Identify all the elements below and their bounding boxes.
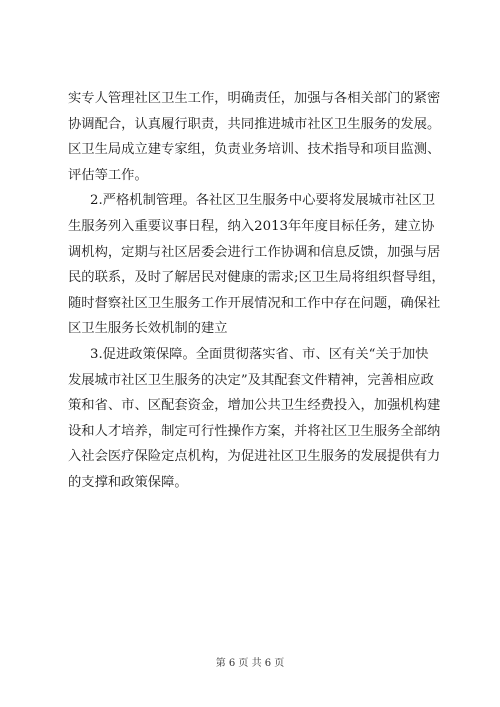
text-line: 3.促进政策保障。全面贯彻落实省、市、区有关“关于加快 (90, 346, 429, 362)
text-line: 策和省、市、区配套资金，增加公共卫生经费投入，加强机构建 (68, 398, 441, 414)
text-line: 入社会医疗保险定点机构，为促进社区卫生服务的发展提供有力 (68, 449, 441, 465)
text-line: 的支撑和政策保障。 (68, 474, 188, 490)
text-line: 评估等工作。 (68, 167, 148, 183)
text-line: 2.严格机制管理。各社区卫生服务中心要将发展城市社区卫 (90, 193, 436, 209)
text-line: 设和人才培养，制定可行性操作方案，并将社区卫生服务全部纳 (68, 423, 441, 439)
paragraph-2-mechanism-management (68, 188, 452, 342)
text-line: 实专人管理社区卫生工作，明确责任，加强与各相关部门的紧密 (68, 91, 441, 106)
text-line: 调机构，定期与社区居委会进行工作协调和信息反馈，加强与居 (68, 244, 441, 260)
paragraph-1 (68, 86, 452, 188)
text-line: 随时督察社区卫生服务工作开展情况和工作中存在问题，确保社 (68, 295, 441, 311)
text-line: 区卫生服务长效机制的建立 (68, 321, 228, 337)
paragraph-3-policy-guarantee (68, 342, 452, 496)
page-number-footer: 第 6 页 共 6 页 (215, 658, 285, 669)
text-line: 协调配合，认真履行职责，共同推进城市社区卫生服务的发展。 (68, 116, 441, 132)
text-line: 民的联系，及时了解居民对健康的需求;区卫生局将组织督导组， (68, 270, 445, 286)
document-body (68, 86, 452, 496)
text-line: 生服务列入重要议事日程，纳入2013年年度目标任务，建立协 (68, 218, 435, 234)
text-line: 发展城市社区卫生服务的决定”及其配套文件精神，完善相应政 (68, 372, 434, 388)
text-line: 区卫生局成立建专家组，负责业务培训、技术指导和项目监测、 (68, 142, 441, 158)
